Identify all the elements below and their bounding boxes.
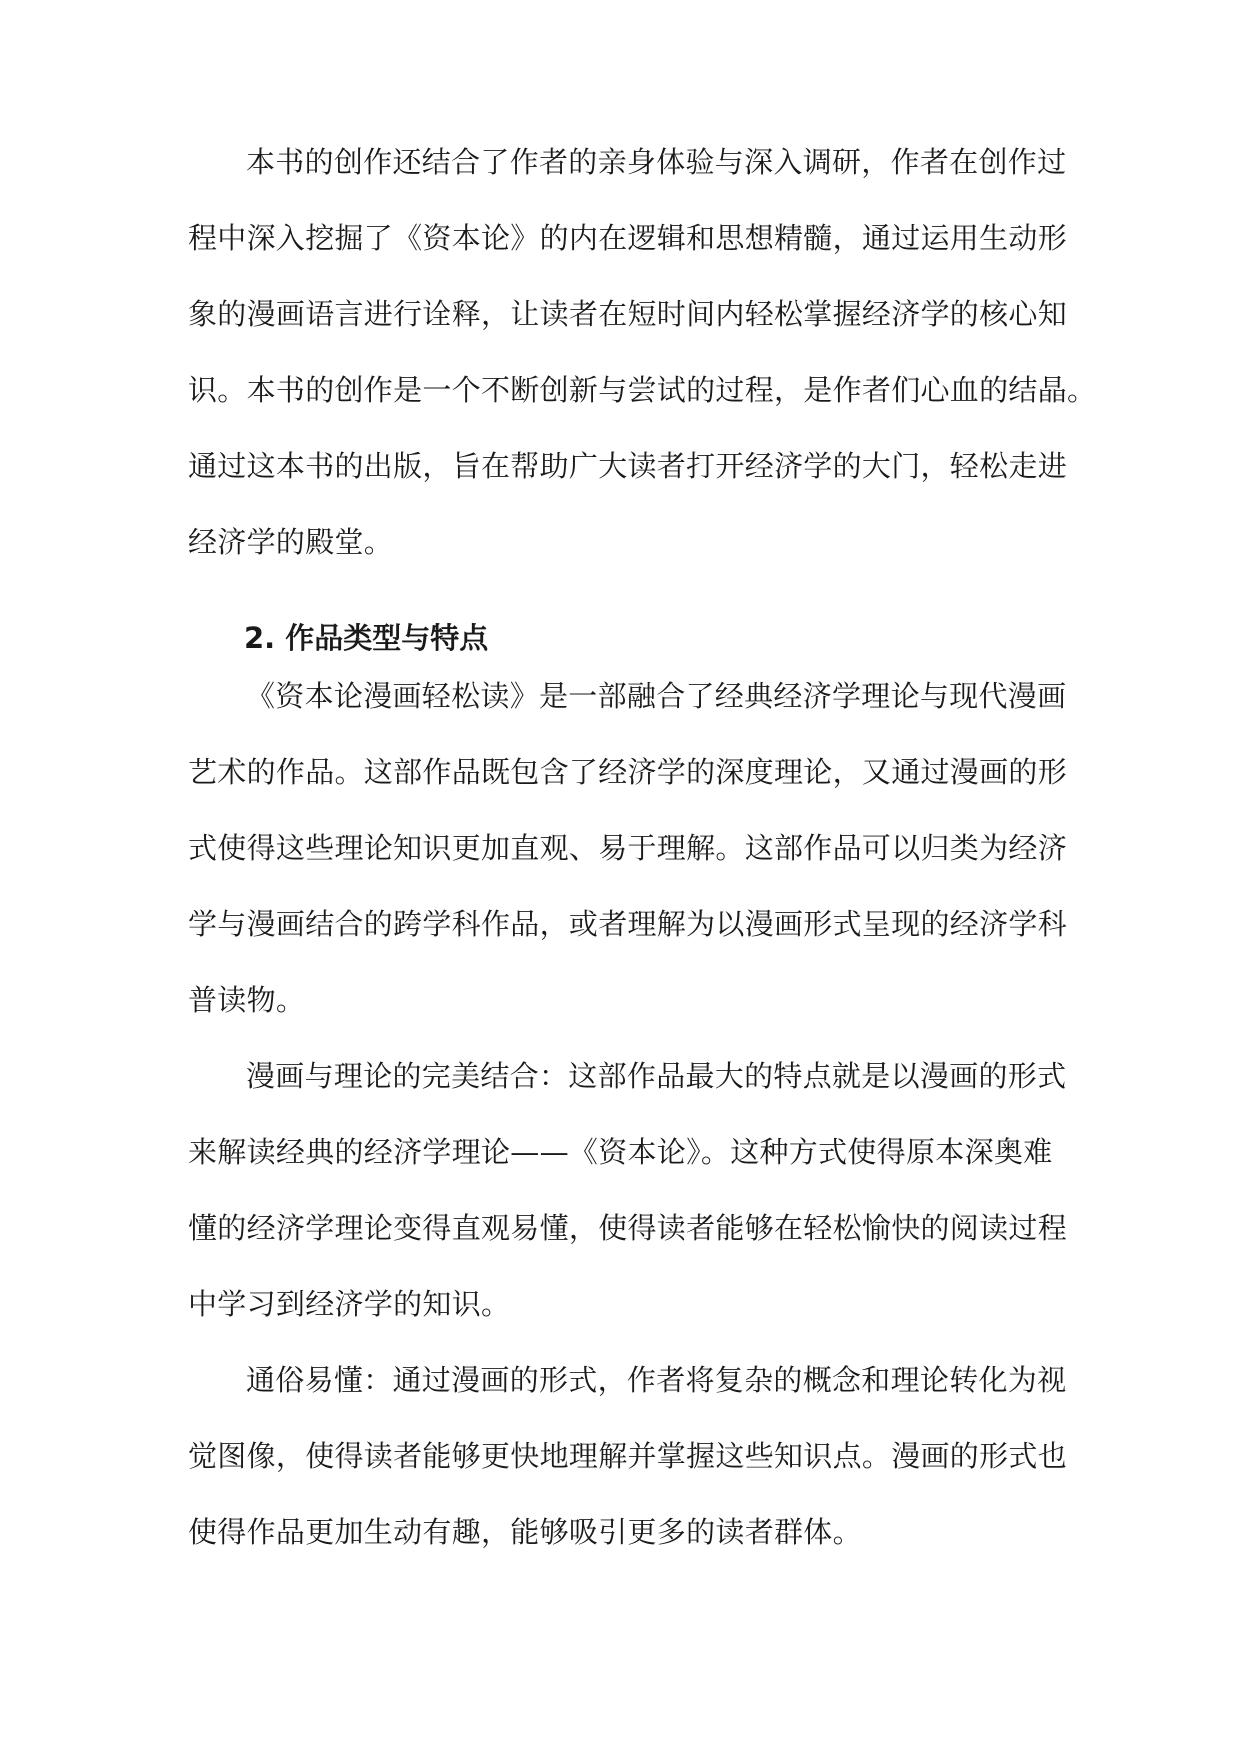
paragraph-3-line-1: 漫画与理论的完美结合：这部作品最大的特点就是以漫画的形式 <box>246 1059 1067 1093</box>
paragraph-2-line-5: 普读物。 <box>188 983 306 1017</box>
paragraph-4-line-3: 使得作品更加生动有趣，能够吸引更多的读者群体。 <box>188 1515 862 1549</box>
paragraph-2-line-2: 艺术的作品。这部作品既包含了经济学的深度理论，又通过漫画的形 <box>188 755 1068 789</box>
paragraph-3-line-2: 来解读经典的经济学理论——《资本论》。这种方式使得原本深奥难 <box>188 1135 1053 1169</box>
paragraph-2-line-4: 学与漫画结合的跨学科作品，或者理解为以漫画形式呈现的经济学科 <box>188 907 1068 941</box>
paragraph-1-line-5: 通过这本书的出版，旨在帮助广大读者打开经济学的大门，轻松走进 <box>188 449 1068 483</box>
paragraph-1-line-1: 本书的创作还结合了作者的亲身体验与深入调研，作者在创作过 <box>246 145 1067 179</box>
paragraph-2-line-3: 式使得这些理论知识更加直观、易于理解。这部作品可以归类为经济 <box>188 831 1068 865</box>
section-heading: 2. 作品类型与特点 <box>244 621 489 655</box>
paragraph-1-line-4: 识。本书的创作是一个不断创新与尝试的过程，是作者们心血的结晶。 <box>188 373 1097 407</box>
paragraph-4-line-1: 通俗易懂：通过漫画的形式，作者将复杂的概念和理论转化为视 <box>246 1363 1067 1397</box>
paragraph-3-line-3: 懂的经济学理论变得直观易懂，使得读者能够在轻松愉快的阅读过程 <box>188 1211 1068 1245</box>
document-body <box>188 143 1097 1551</box>
paragraph-4-line-2: 觉图像，使得读者能够更快地理解并掌握这些知识点。漫画的形式也 <box>188 1439 1068 1473</box>
paragraph-1-line-6: 经济学的殿堂。 <box>188 525 394 559</box>
paragraph-2-line-1: 《资本论漫画轻松读》是一部融合了经典经济学理论与现代漫画 <box>246 679 1067 713</box>
paragraph-1-line-3: 象的漫画语言进行诠释，让读者在短时间内轻松掌握经济学的核心知 <box>188 297 1068 331</box>
paragraph-1-line-2: 程中深入挖掘了《资本论》的内在逻辑和思想精髓，通过运用生动形 <box>188 221 1068 255</box>
paragraph-3-line-4: 中学习到经济学的知识。 <box>188 1287 511 1321</box>
